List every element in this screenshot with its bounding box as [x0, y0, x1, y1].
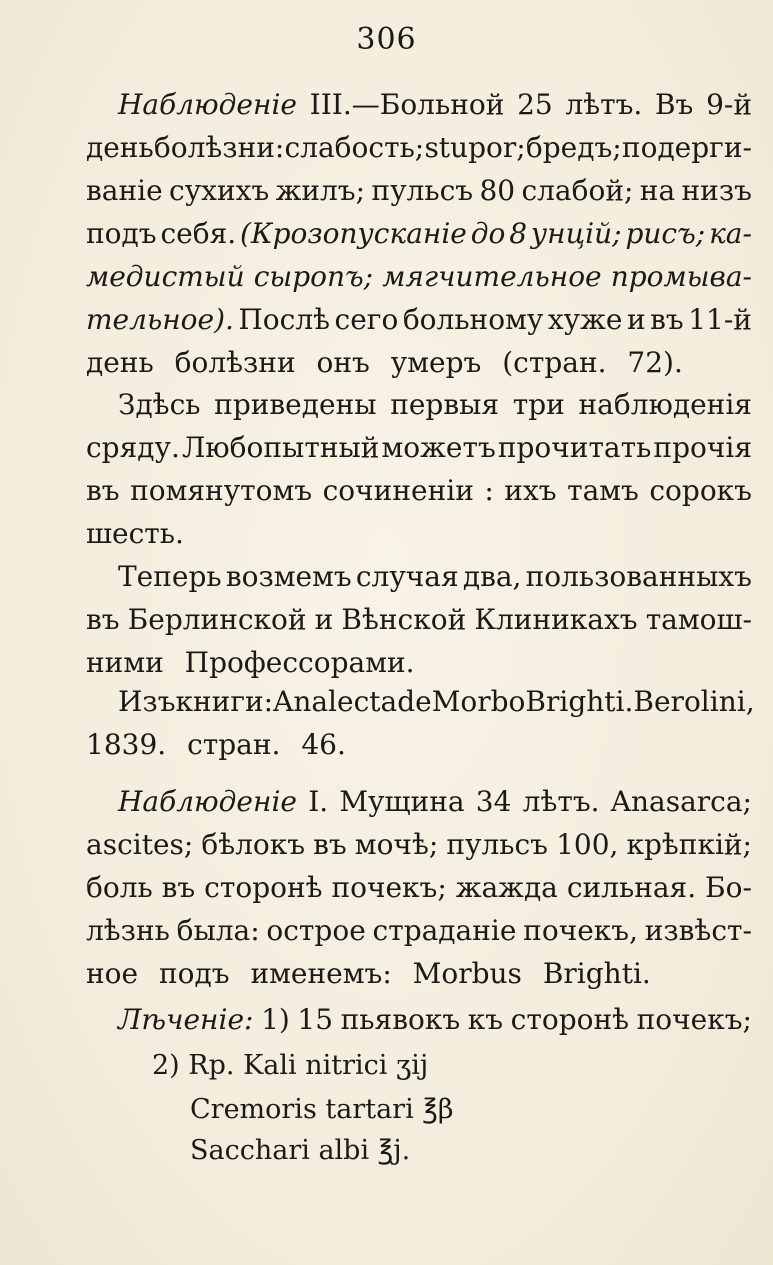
word: 1839.	[86, 728, 167, 761]
word: пьявокъ	[340, 1003, 461, 1036]
word: Anasarca;	[610, 785, 752, 818]
word: въ	[86, 603, 120, 636]
word: мягчительное	[382, 260, 602, 293]
word: до	[470, 217, 506, 250]
word: Профессорами.	[184, 646, 415, 679]
word: три	[512, 388, 565, 421]
word: страданіе	[372, 914, 517, 947]
word: сыропъ;	[253, 260, 374, 293]
word: Наблюденіе	[118, 785, 297, 818]
word: умеръ	[390, 346, 482, 379]
word: болѣзни	[174, 346, 296, 379]
word: лѣзнь	[86, 914, 170, 947]
word: (Крозопусканіе	[240, 217, 467, 250]
word: въ	[161, 871, 196, 904]
word: ваніе	[86, 174, 163, 207]
word: день	[86, 131, 154, 164]
word: сильная.	[566, 871, 697, 904]
text-line	[86, 909, 752, 952]
first-three-observations-paragraph	[86, 383, 752, 555]
word: боль	[86, 871, 153, 904]
word: почекъ;	[636, 1003, 752, 1036]
word: Analecta	[273, 685, 398, 718]
word: ка-	[709, 217, 752, 250]
word: въ	[650, 303, 684, 336]
word: 9-й	[706, 88, 752, 121]
word: Мущина	[339, 785, 465, 818]
word: прочія	[653, 431, 752, 464]
word: 80	[479, 174, 516, 207]
word: день	[86, 346, 154, 379]
berlin-vienna-paragraph	[86, 555, 752, 684]
word: и	[626, 303, 646, 336]
word: 34	[475, 785, 512, 818]
word: промыва-	[610, 260, 752, 293]
word: de	[397, 685, 432, 718]
word: пульсъ	[371, 174, 474, 207]
word: ascites;	[86, 828, 194, 861]
treatment-paragraph	[86, 998, 752, 1041]
word: сторонѣ	[204, 871, 323, 904]
word: медистый	[86, 260, 245, 293]
word: наблюденія	[578, 388, 752, 421]
word: 15	[297, 1003, 334, 1036]
text-line	[86, 469, 752, 512]
word: приведены	[214, 388, 377, 421]
text-line	[86, 512, 752, 555]
text-line	[86, 780, 752, 823]
text-line	[86, 341, 752, 384]
word: 11-й	[688, 303, 752, 336]
word: бредъ;	[525, 131, 622, 164]
word: слабость;	[284, 131, 425, 164]
word: Berolini,	[633, 685, 755, 718]
word: лѣтъ.	[565, 88, 643, 121]
word: прочитать	[497, 431, 652, 464]
word: Послѣ	[238, 303, 331, 336]
word: stupor;	[424, 131, 526, 164]
word: въ	[313, 828, 347, 861]
text-line	[86, 555, 752, 598]
word: 8	[509, 217, 528, 250]
word: подъ	[86, 217, 157, 250]
word: крѣпкій;	[626, 828, 752, 861]
word: (стран.	[502, 346, 607, 379]
word: почекъ,	[523, 914, 638, 947]
observation-one-paragraph	[86, 780, 752, 995]
recipe-line-cremoris-tartari: Cremoris tartari ℥β	[190, 1094, 454, 1125]
word: именемъ:	[250, 957, 392, 990]
word: Бо-	[705, 871, 752, 904]
observation-three-paragraph	[86, 83, 752, 384]
word: два,	[462, 560, 522, 593]
text-line	[86, 126, 752, 169]
text-line	[86, 998, 752, 1041]
word: 1)	[261, 1003, 290, 1036]
word: 100,	[556, 828, 619, 861]
word: сторонѣ	[510, 1003, 630, 1036]
word: можетъ	[381, 431, 496, 464]
recipe-line-sacchari-albi: Sacchari albi ℥j.	[190, 1135, 411, 1166]
word: Клиникахъ	[474, 603, 638, 636]
word: ное	[86, 957, 139, 990]
word: возмемъ	[225, 560, 352, 593]
word: I.	[308, 785, 329, 818]
word: тамош-	[645, 603, 752, 636]
page-number: 306	[356, 22, 417, 57]
word: сего	[334, 303, 399, 336]
text-line	[86, 723, 752, 766]
book-reference-paragraph	[86, 680, 755, 766]
word: Brighti.	[525, 685, 634, 718]
word: тамъ	[567, 474, 639, 507]
text-line	[86, 823, 752, 866]
word: и	[314, 603, 334, 636]
text-line	[86, 426, 752, 469]
word: тельное).	[86, 303, 234, 336]
word: Берлинской	[127, 603, 307, 636]
word: Здѣсь	[118, 388, 201, 421]
text-line	[86, 298, 752, 341]
word: Morbus	[412, 957, 522, 990]
text-line	[86, 866, 752, 909]
word: помянутомъ	[130, 474, 313, 507]
word: ихъ	[504, 474, 557, 507]
text-line	[86, 169, 752, 212]
word: пользованныхъ	[525, 560, 752, 593]
text-line	[86, 255, 752, 298]
word: мочѣ;	[354, 828, 439, 861]
text-line	[86, 83, 752, 126]
word: на	[639, 174, 676, 207]
text-line	[86, 383, 752, 426]
word: лѣтъ.	[522, 785, 600, 818]
word: себя.	[160, 217, 237, 250]
word: шесть.	[86, 517, 184, 550]
word: почекъ;	[331, 871, 447, 904]
word: сочиненіи	[322, 474, 474, 507]
word: случая	[355, 560, 459, 593]
word: ними	[86, 646, 164, 679]
word: Изъ	[118, 685, 176, 718]
word: въ	[86, 474, 120, 507]
word: Лѣченіе:	[118, 1003, 254, 1036]
word: 72).	[627, 346, 683, 379]
word: къ	[467, 1003, 504, 1036]
text-line	[86, 641, 752, 684]
word: острое	[266, 914, 366, 947]
word: первыя	[390, 388, 500, 421]
text-line	[86, 212, 752, 255]
word: была:	[176, 914, 260, 947]
word: унцій;	[530, 217, 622, 250]
text-line	[86, 952, 752, 995]
word: 25	[517, 88, 553, 121]
word: пульсъ	[446, 828, 548, 861]
word: книги:	[175, 685, 274, 718]
word: жилъ;	[275, 174, 366, 207]
word: бѣлокъ	[201, 828, 306, 861]
word: подерги-	[621, 131, 752, 164]
recipe-line-kali-nitrici: 2) Rp. Kali nitrici ʒij	[152, 1050, 429, 1081]
word: Brighti.	[542, 957, 651, 990]
word: извѣст-	[644, 914, 752, 947]
word: Теперь	[118, 560, 222, 593]
word: подъ	[159, 957, 230, 990]
word: стран.	[187, 728, 281, 761]
word: III.—Больной	[309, 88, 505, 121]
word: жажда	[455, 871, 558, 904]
word: Наблюденіе	[118, 88, 297, 121]
word: 46.	[301, 728, 346, 761]
word: рисъ;	[625, 217, 706, 250]
word: Morbo	[431, 685, 526, 718]
word: слабой;	[521, 174, 634, 207]
word: онъ	[316, 346, 370, 379]
word: сряду.	[86, 431, 180, 464]
word: болѣзни:	[153, 131, 285, 164]
word: больному	[402, 303, 544, 336]
word: Любопытный	[181, 431, 380, 464]
word: Въ	[654, 88, 694, 121]
word: сухихъ	[169, 174, 270, 207]
text-line	[86, 598, 752, 641]
word: низъ	[681, 174, 752, 207]
text-line	[86, 680, 755, 723]
word: Вѣнской	[341, 603, 467, 636]
word: хуже	[547, 303, 623, 336]
word: сорокъ	[649, 474, 752, 507]
word: :	[484, 474, 494, 507]
